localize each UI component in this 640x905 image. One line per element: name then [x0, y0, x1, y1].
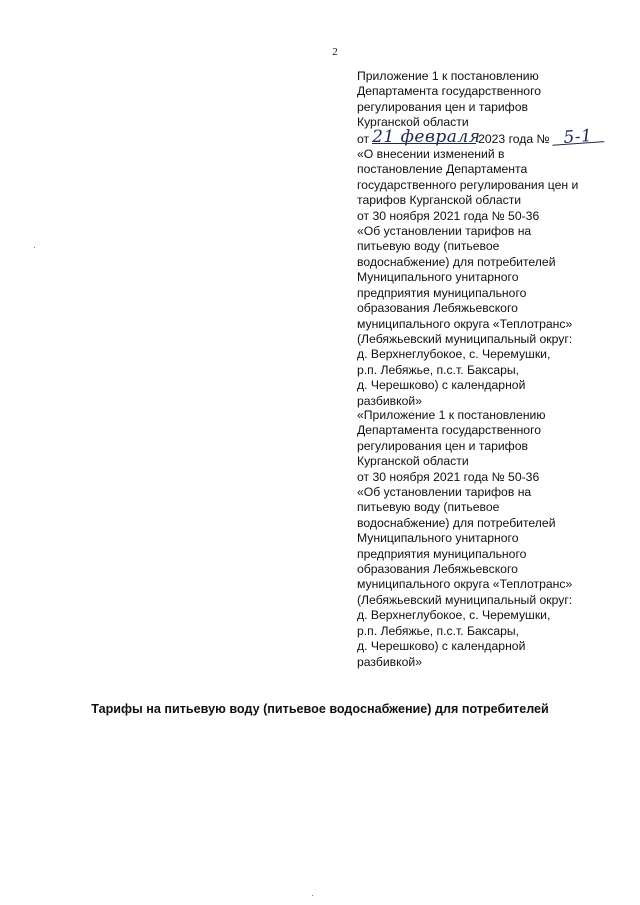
amendment-line: д. Черешково) с календарной	[357, 378, 526, 393]
handwritten-date: 21 февраля	[372, 126, 481, 147]
amendment-line: водоснабжение) для потребителей	[357, 254, 556, 269]
appendix-line: д. Верхнеглубокое, с. Черемушки,	[357, 608, 551, 623]
appendix-line: «Приложение 1 к постановлению	[357, 408, 546, 422]
appendix-line: р.п. Лебяжье, п.с.т. Баксары,	[357, 623, 520, 638]
amendment-line: от 30 ноября 2021 года № 50-36	[357, 208, 540, 223]
amendment-line: д. Верхнеглубокое, с. Черемушки,	[357, 347, 551, 362]
amendment-line: разбивкой»	[357, 393, 422, 408]
amendment-line: «О внесении изменений в	[357, 147, 505, 162]
appendix-line: д. Черешково) с календарной	[357, 639, 526, 654]
amendment-line: «Об установлении тарифов на	[357, 224, 532, 239]
appendix-line: образования Лебяжьевского	[357, 562, 518, 577]
amendment-line: государственного регулирования цен и	[357, 177, 579, 192]
appendix-line: (Лебяжьевский муниципальный округ:	[357, 592, 573, 607]
amendment-line: тарифов Курганской области	[357, 193, 522, 208]
amendment-line: предприятия муниципального	[357, 285, 527, 300]
appendix-line: регулирования цен и тарифов	[357, 438, 528, 453]
tariff-section-heading: Тарифы на питьевую воду (питьевое водоснабжение) для потребителей	[91, 702, 549, 716]
amendment-line: муниципального округа «Теплотранс»	[357, 316, 573, 331]
appendix-line: регулирования цен и тарифов	[357, 99, 528, 114]
appendix-line: предприятия муниципального	[357, 546, 527, 561]
amendment-line: постановление Департамента	[357, 162, 528, 177]
appendix-line: «Об установлении тарифов на	[357, 485, 532, 500]
amendment-line: (Лебяжьевский муниципальный округ:	[357, 331, 573, 346]
resolution-date-line	[357, 125, 629, 148]
appendix-line: от 30 ноября 2021 года № 50-36	[357, 469, 540, 484]
appendix-line: водоснабжение) для потребителей	[357, 515, 556, 530]
appendix-line: Муниципального унитарного	[357, 531, 519, 546]
amendment-line: Муниципального унитарного	[357, 270, 519, 285]
appendix-line: Департамента государственного	[357, 423, 542, 438]
scan-speck	[312, 895, 313, 896]
date-suffix: 2023 года №	[478, 131, 550, 146]
appendix-line: муниципального округа «Теплотранс»	[357, 577, 573, 592]
appendix-header-bottom	[357, 408, 629, 670]
page-number: 2	[332, 46, 338, 58]
scan-speck	[34, 247, 35, 248]
appendix-line: Курганской области	[357, 115, 469, 130]
appendix-line: Департамента государственного	[357, 84, 542, 99]
appendix-line: Курганской области	[357, 454, 469, 469]
amendment-line: р.п. Лебяжье, п.с.т. Баксары,	[357, 362, 520, 377]
appendix-line: Приложение 1 к постановлению	[357, 69, 539, 83]
appendix-header-top	[357, 69, 629, 409]
handwritten-number: 5-1	[551, 129, 604, 146]
amendment-line: питьевую воду (питьевое	[357, 239, 500, 254]
date-prefix: от	[357, 131, 370, 146]
appendix-line: питьевую воду (питьевое	[357, 500, 500, 515]
appendix-line: разбивкой»	[357, 654, 422, 669]
amendment-line: образования Лебяжьевского	[357, 301, 518, 316]
